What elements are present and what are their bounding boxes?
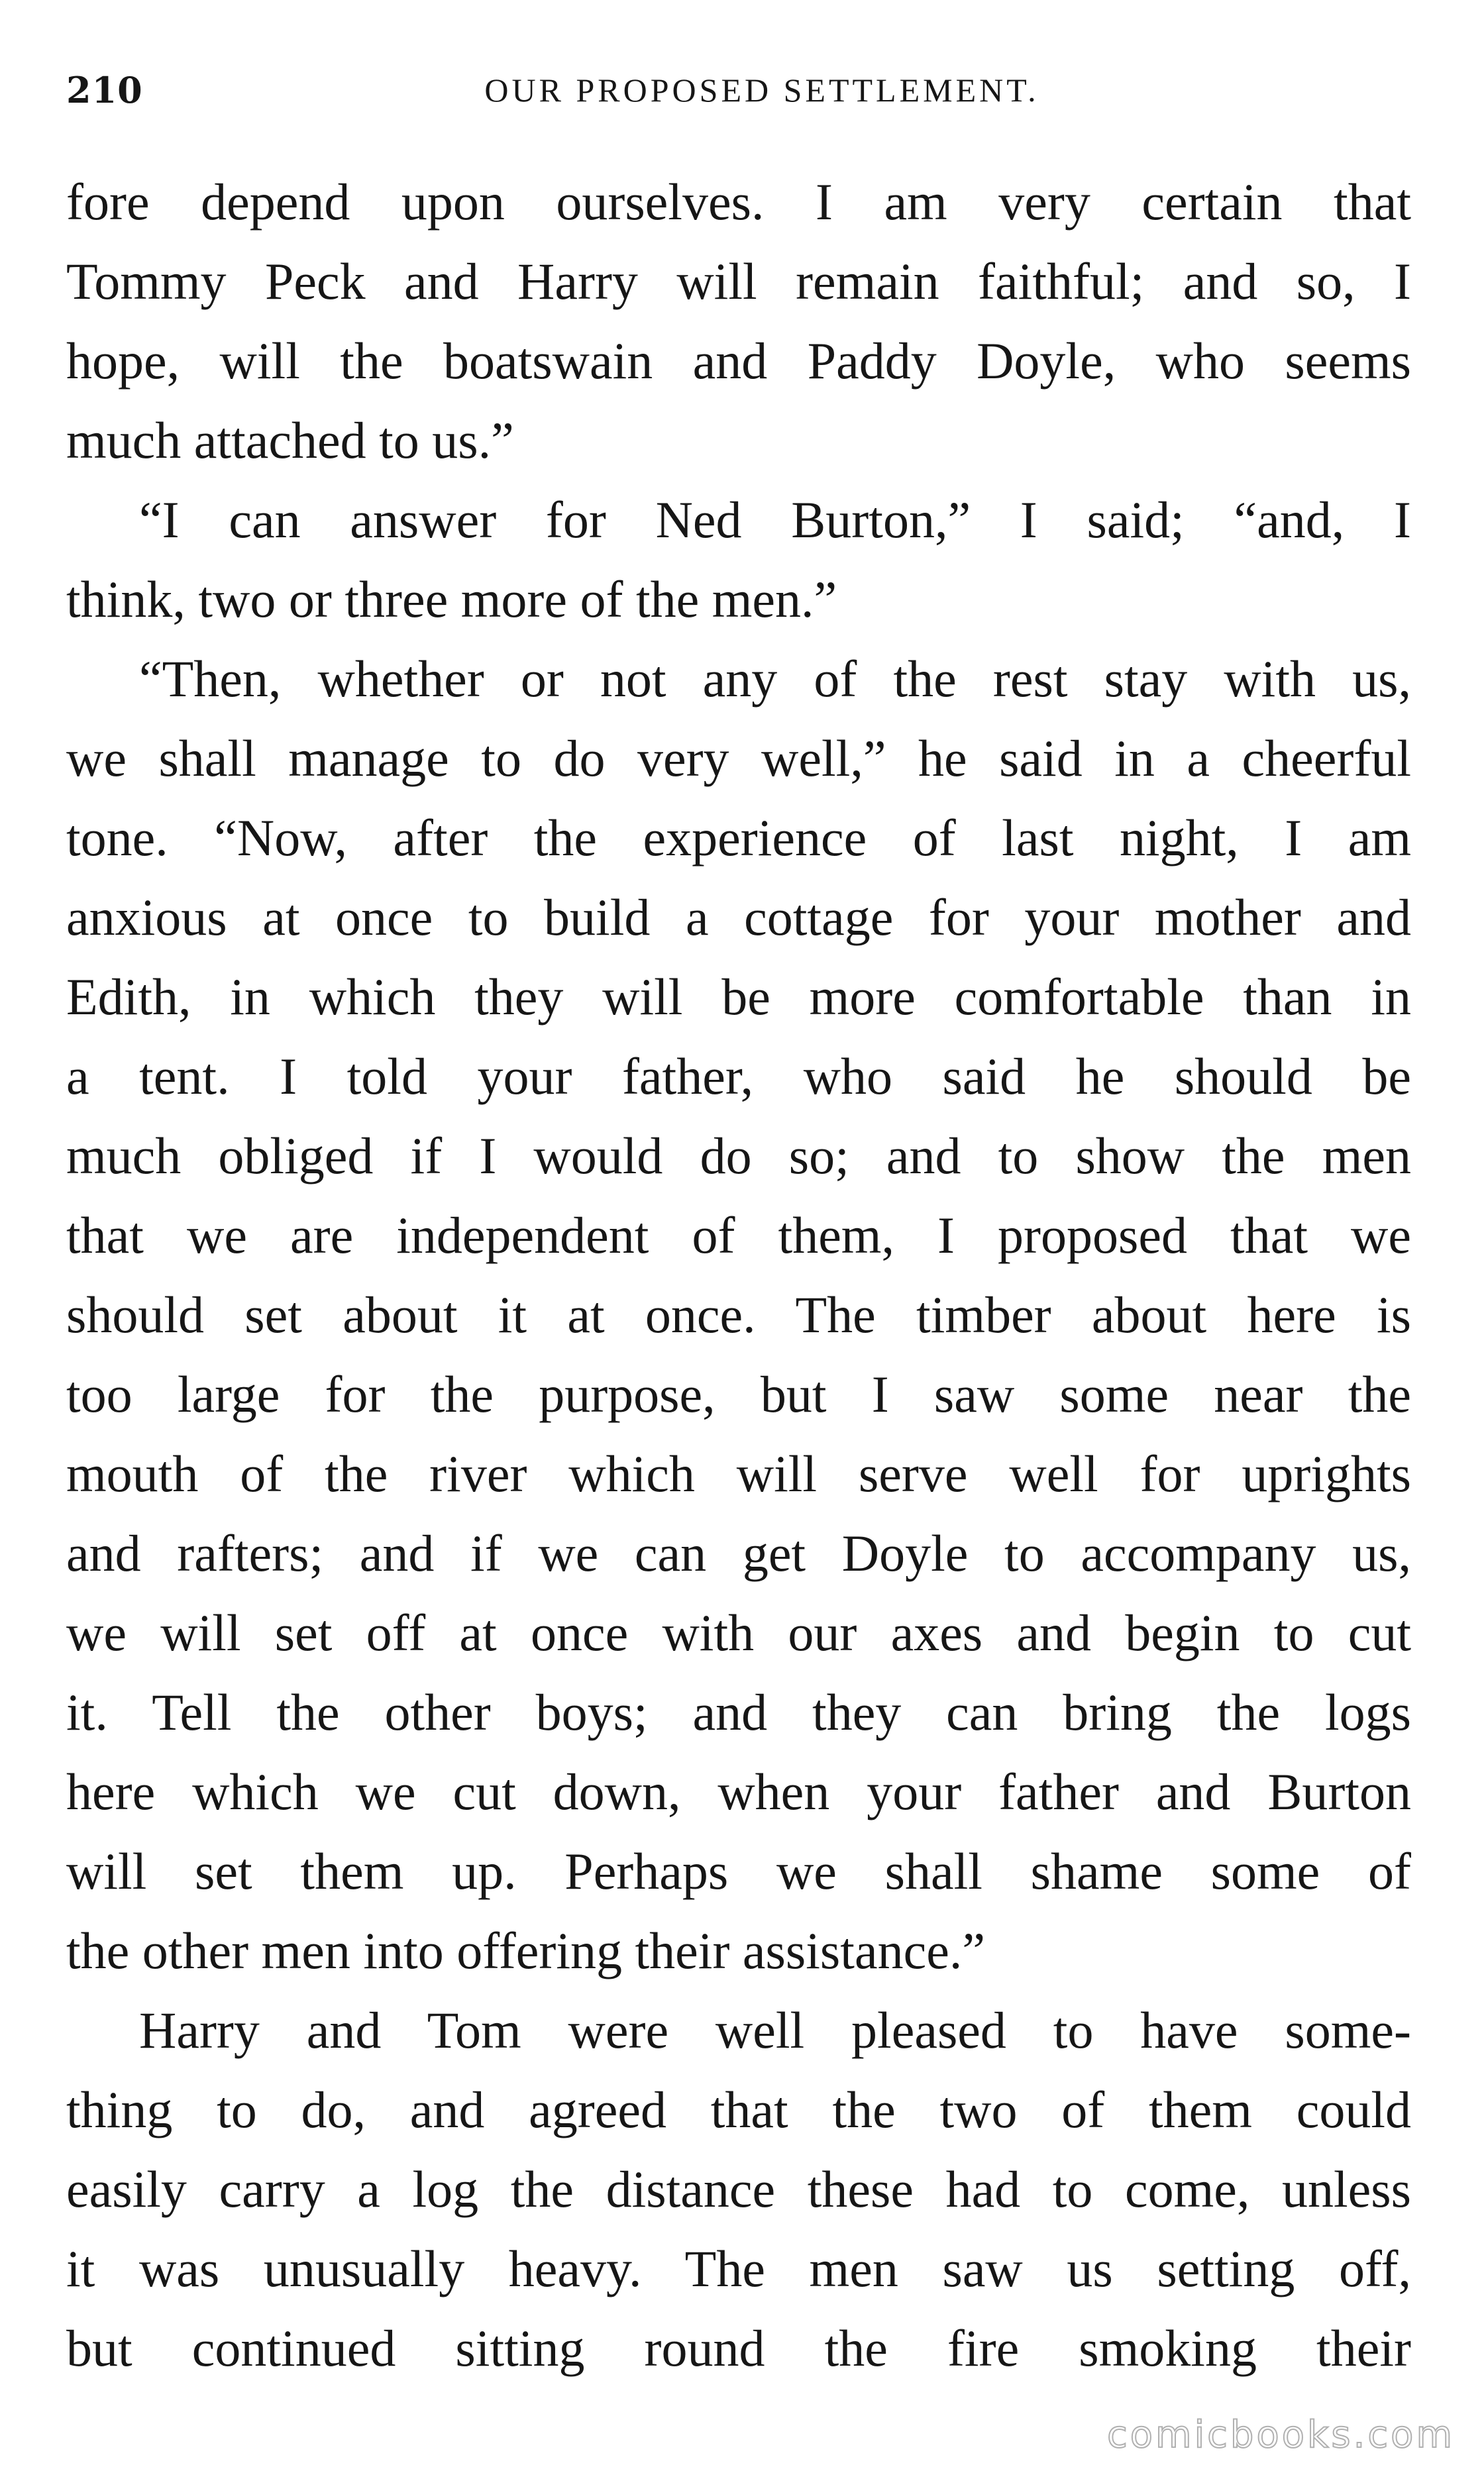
- text-line: we will set off at once with our axes and begin to cut: [66, 1604, 1411, 1661]
- text-line: “I can answer for Ned Burton,” I said; “and, I: [139, 491, 1411, 549]
- text-line: should set about it at once. The timber about here is: [66, 1286, 1411, 1343]
- text-line: it. Tell the other boys; and they can bring the logs: [66, 1683, 1411, 1741]
- text-line: Harry and Tom were well pleased to have some-: [139, 2001, 1411, 2059]
- text-line: mouth of the river which will serve well for uprights: [66, 1445, 1411, 1502]
- watermark-logo: comicbooks.com: [1106, 2413, 1455, 2456]
- text-line: and rafters; and if we can get Doyle to accompany us,: [66, 1524, 1411, 1582]
- page-number: 210: [66, 69, 143, 111]
- text-line: Tommy Peck and Harry will remain faithful; and so, I: [66, 252, 1411, 310]
- text-line: we shall manage to do very well,” he said in a cheerful: [66, 729, 1411, 787]
- text-line: too large for the purpose, but I saw some near the: [66, 1365, 1411, 1423]
- text-line: but continued sitting round the fire smoking their: [66, 2319, 1411, 2377]
- text-line: much obliged if I would do so; and to show the men: [66, 1127, 1411, 1184]
- text-line: Edith, in which they will be more comfortable than in: [66, 968, 1411, 1025]
- text-line: anxious at once to build a cottage for your mother and: [66, 888, 1411, 946]
- text-line: a tent. I told your father, who said he should be: [66, 1047, 1411, 1105]
- text-line: easily carry a log the distance these had to come, unless: [66, 2160, 1411, 2218]
- text-line: tone. “Now, after the experience of last night, I am: [66, 809, 1411, 867]
- text-line: that we are independent of them, I proposed that we: [66, 1206, 1411, 1264]
- body-text: [66, 162, 1411, 2388]
- text-line: “Then, whether or not any of the rest stay with us,: [139, 650, 1411, 708]
- text-line: think, two or three more of the men.”: [66, 570, 837, 628]
- running-head: [66, 64, 1411, 117]
- text-line: hope, will the boatswain and Paddy Doyle, who seems: [66, 332, 1411, 390]
- text-line: the other men into offering their assistance.”: [66, 1922, 985, 1979]
- text-line: fore depend upon ourselves. I am very certain that: [66, 173, 1411, 231]
- text-line: thing to do, and agreed that the two of them could: [66, 2081, 1411, 2138]
- text-line: will set them up. Perhaps we shall shame some of: [66, 1842, 1411, 1900]
- text-line: it was unusually heavy. The men saw us setting off,: [66, 2240, 1411, 2297]
- text-line: much attached to us.”: [66, 411, 514, 469]
- running-title: OUR PROPOSED SETTLEMENT.: [484, 72, 1039, 109]
- text-line: here which we cut down, when your father and Burton: [66, 1763, 1411, 1820]
